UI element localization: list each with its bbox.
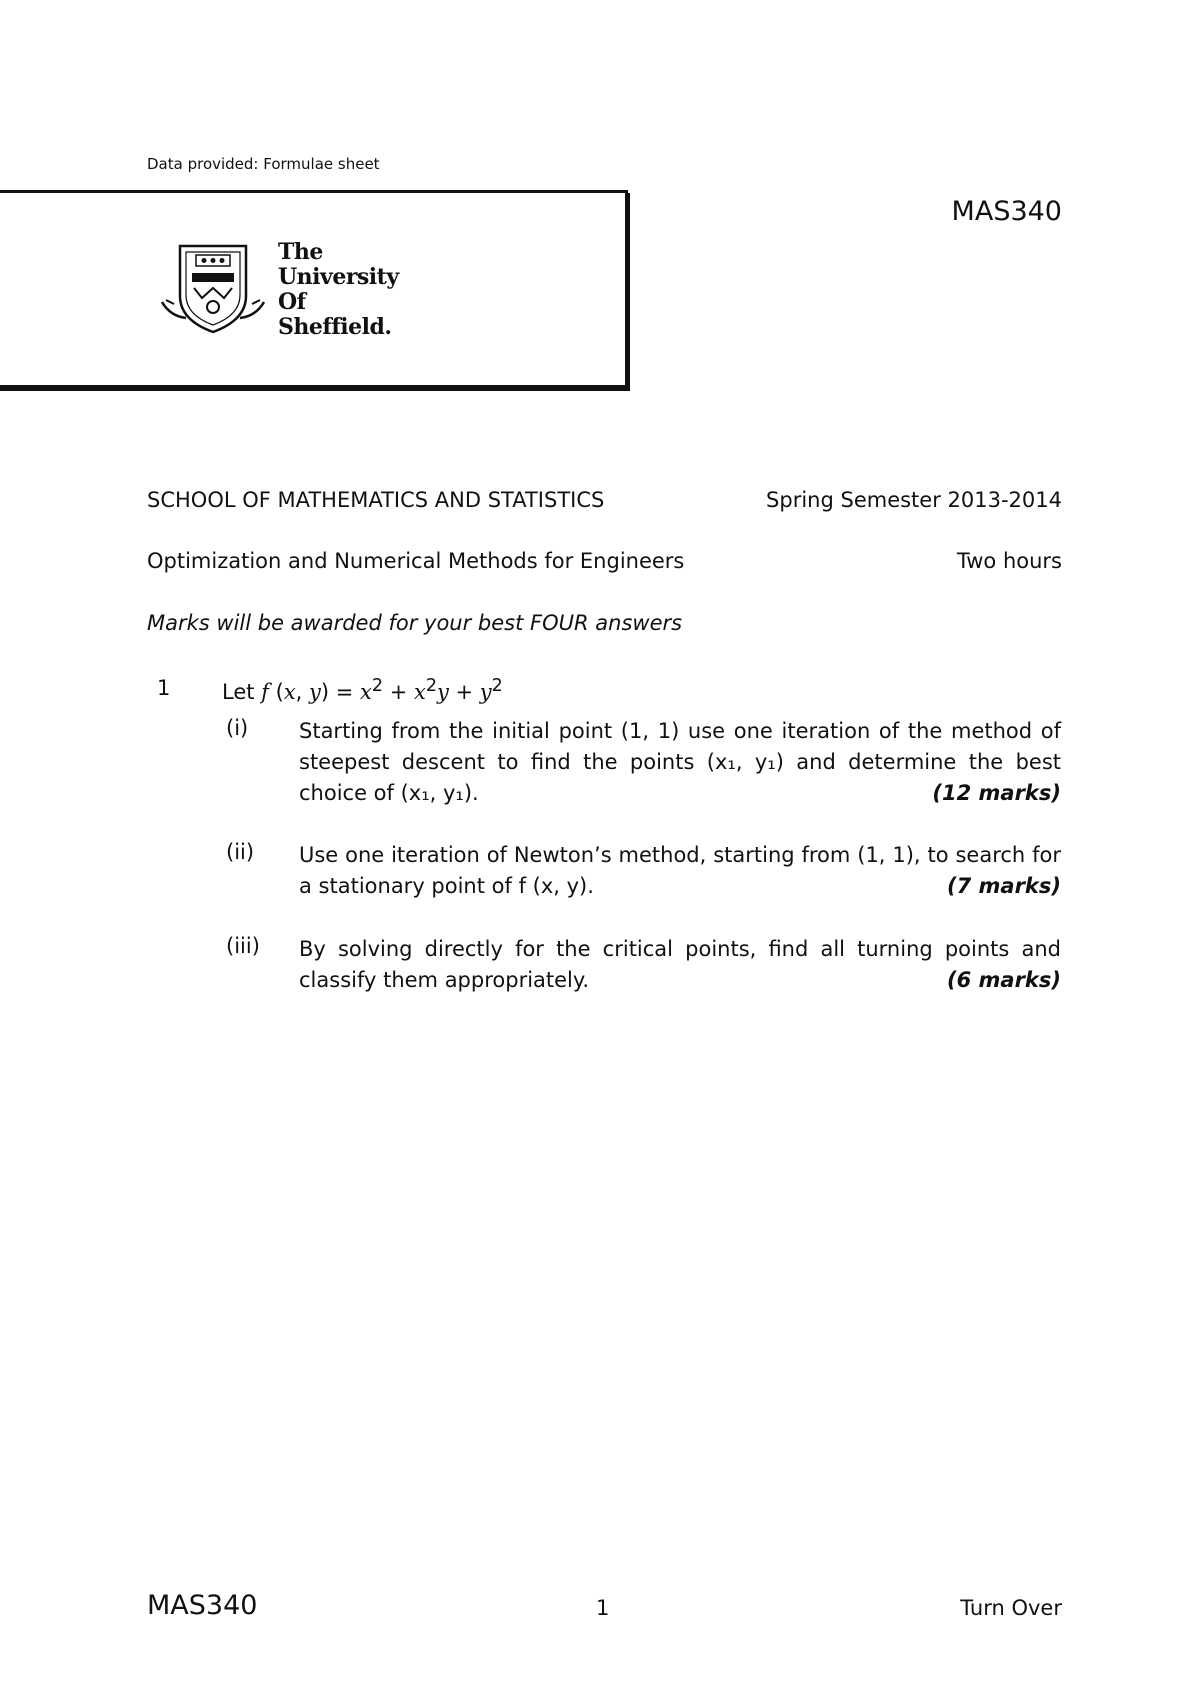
part-body <box>299 716 1061 809</box>
part-label: (i) <box>226 716 249 740</box>
question-stem: Let f (x, $y) = x^2 + x^2y + y^2$ <box>222 676 503 704</box>
data-provided-note: Data provided: Formulae sheet <box>147 155 380 173</box>
university-name-line: Of <box>278 289 306 315</box>
university-name-line: The <box>278 239 323 265</box>
question-number: 1 <box>157 676 171 700</box>
part-marks: (6 marks) <box>947 968 1061 992</box>
course-row <box>147 549 1062 573</box>
question-stem-prefix: Let <box>222 680 255 704</box>
university-name-line: University <box>278 264 399 290</box>
semester: Spring Semester 2013-2014 <box>766 488 1062 512</box>
page-number: 1 <box>596 1596 610 1620</box>
course-code-top: MAS340 <box>951 196 1062 227</box>
course-title: Optimization and Numerical Methods for Engineers <box>147 549 685 573</box>
part-marks: (12 marks) <box>932 781 1061 805</box>
school-name: SCHOOL OF MATHEMATICS AND STATISTICS <box>147 488 605 512</box>
part-body <box>299 934 1061 996</box>
part-body <box>299 840 1061 902</box>
university-name <box>278 240 399 340</box>
part-text: By solving directly for the critical points, find all turning points and classify them appropriately. <box>299 937 1061 992</box>
part-text: Use one iteration of Newton’s method, starting from (1, 1), to search for a stationary point of f (x, y). <box>299 843 1061 898</box>
footer-course-code: MAS340 <box>147 1590 258 1621</box>
exam-duration: Two hours <box>956 549 1062 573</box>
university-crest-icon <box>160 238 266 338</box>
turn-over-note: Turn Over <box>960 1596 1062 1620</box>
part-text: Starting from the initial point (1, 1) use one iteration of the method of steepest descent to find the points (x₁, y₁) and determine the best choice of (x₁, y₁). <box>299 719 1061 805</box>
part-label: (ii) <box>226 840 255 864</box>
function-definition: f <box>261 680 269 704</box>
part-label: (iii) <box>226 934 260 958</box>
part-marks: (7 marks) <box>947 874 1061 898</box>
university-name-line: Sheffield. <box>278 314 392 340</box>
school-row <box>147 488 1062 512</box>
exam-instructions: Marks will be awarded for your best FOUR answers <box>147 611 683 635</box>
